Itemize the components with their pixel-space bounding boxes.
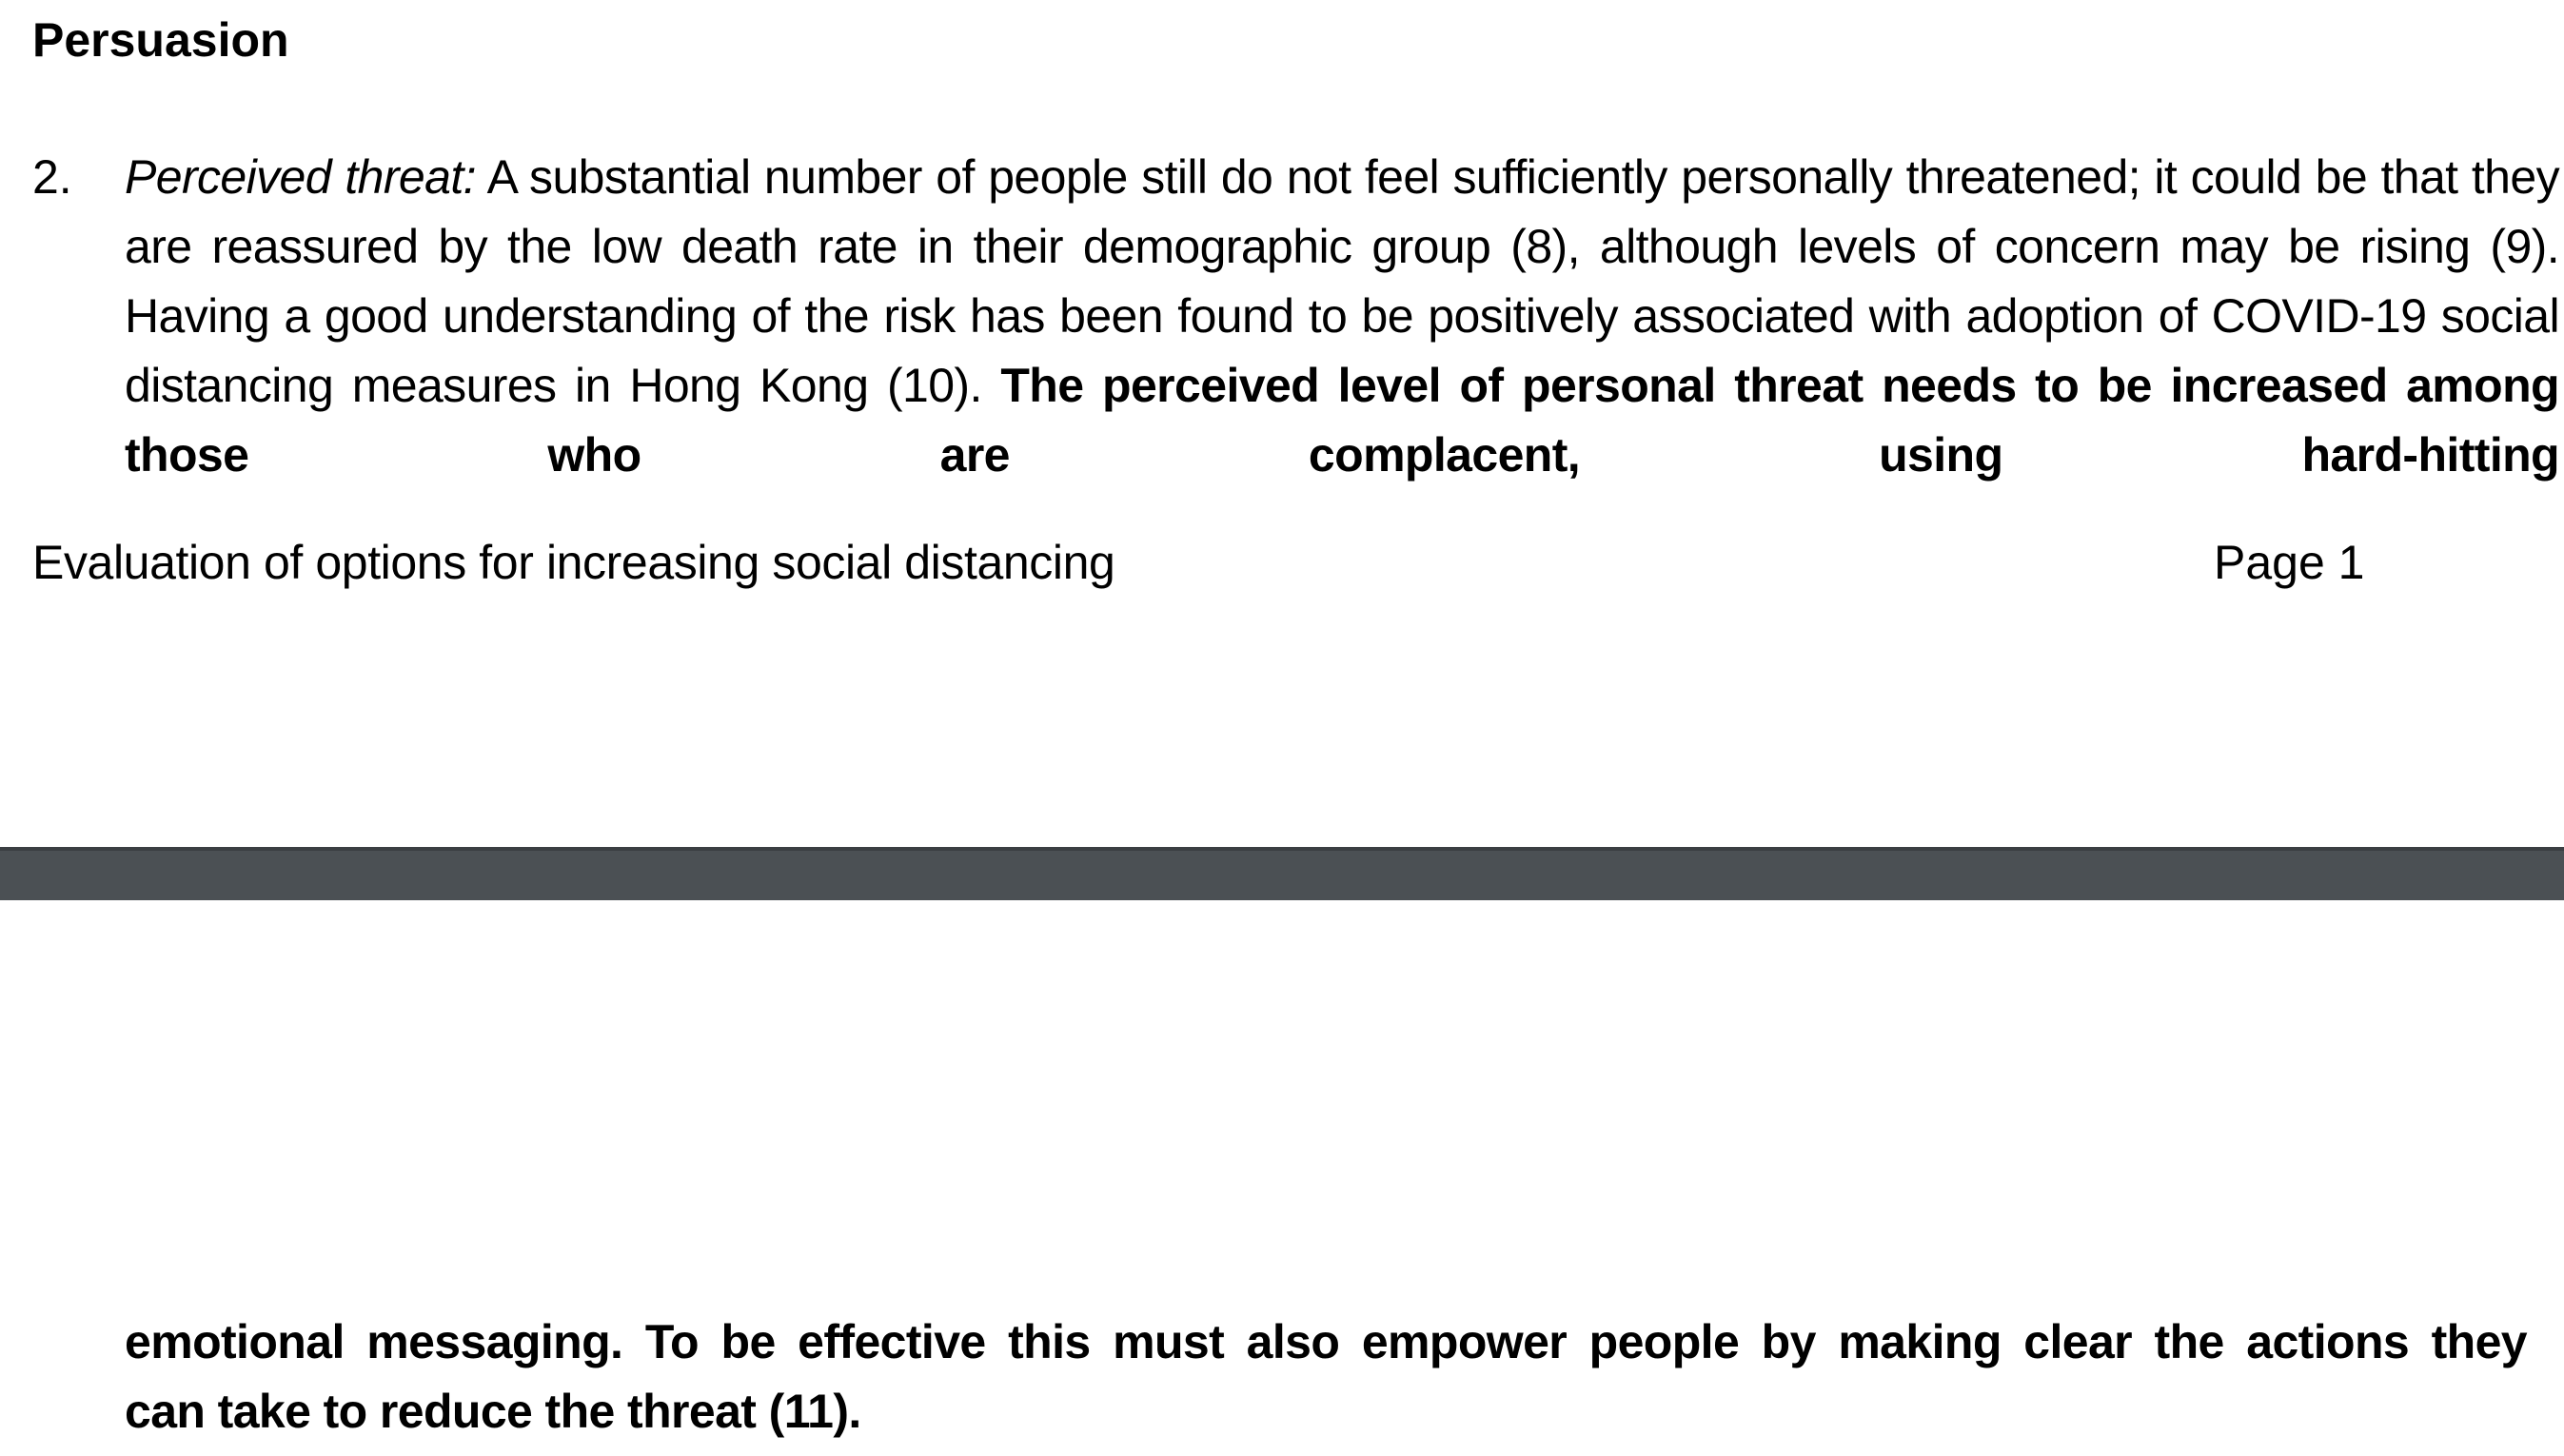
page-footer-title: Evaluation of options for increasing social distancing (32, 536, 1115, 589)
continued-line: emotional messaging. To be effective this must also empower people by making clear the actions they (125, 1315, 2527, 1368)
list-item-number: 2. (32, 150, 72, 204)
item-body-text: A substantial number of people still do not feel sufficiently personally threatened; it could be that they are reassured by the low death rate in their demographic group (8), although levels of concern may be rising (9). Having a good understanding of the risk has been found to be positively associated with adoption of COVID-19 social distancing measures in Hong Kong (10). (125, 150, 2560, 412)
page-break-divider (0, 847, 2564, 900)
item-lead-term: Perceived threat: (125, 150, 476, 204)
list-item-paragraph (125, 143, 2559, 490)
continued-line: can take to reduce the threat (11). (125, 1385, 861, 1438)
continued-paragraph (125, 1308, 2527, 1446)
item-emphasis-text: The perceived level of personal threat needs to be increased among those who are complacent, using hard-hitting (125, 359, 2559, 482)
page-number: Page 1 (2214, 536, 2365, 589)
section-heading: Persuasion (32, 13, 289, 67)
